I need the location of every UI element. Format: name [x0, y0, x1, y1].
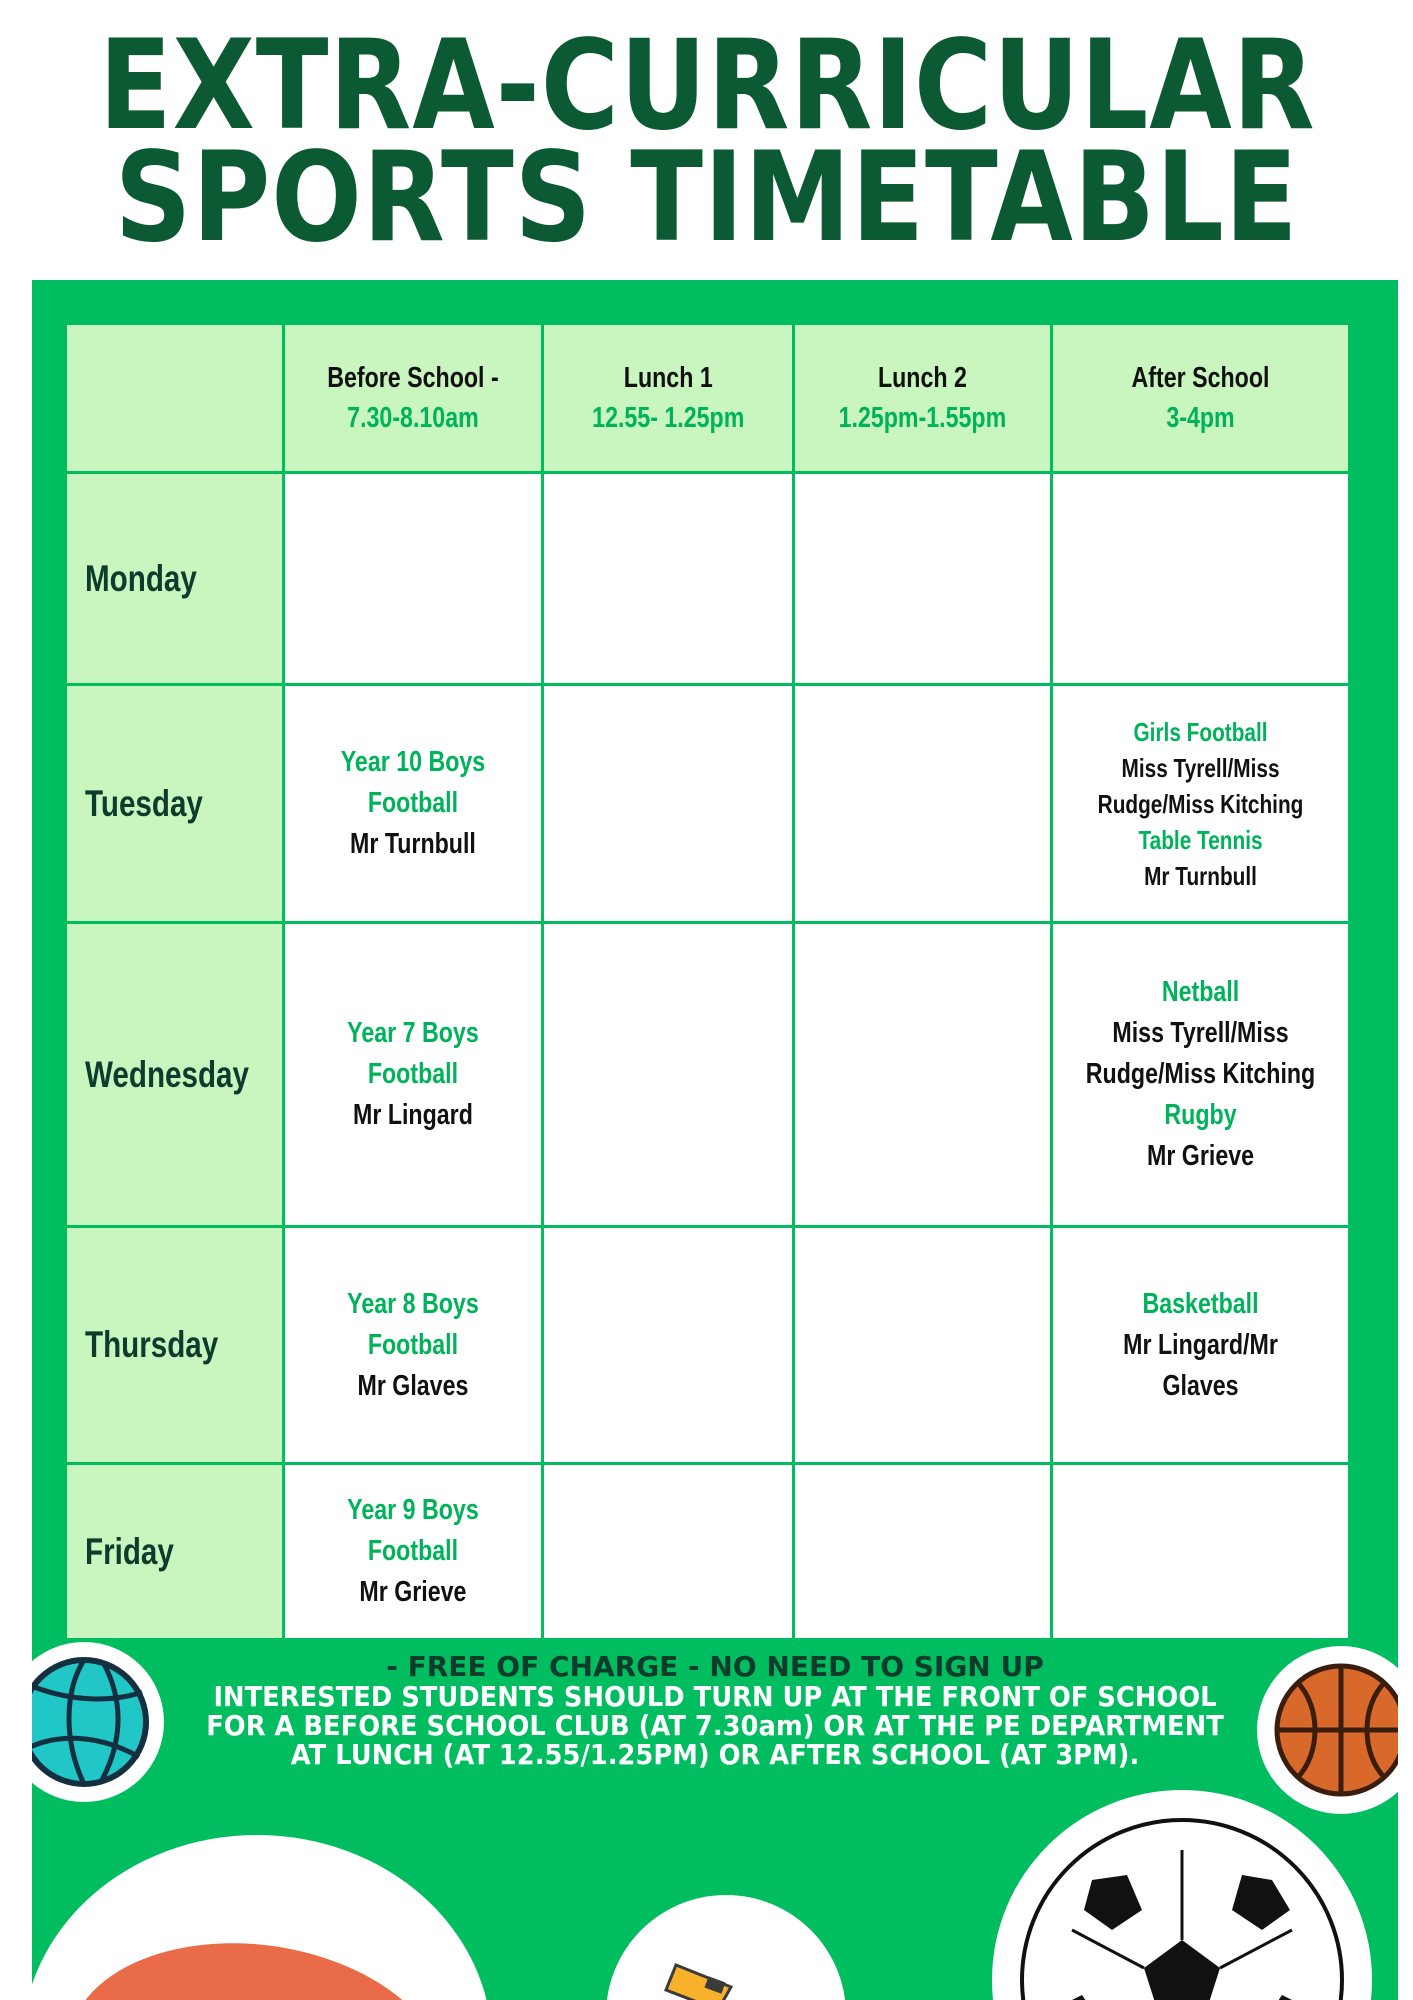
activity-name: Rugby	[1164, 1099, 1237, 1131]
row-friday	[66, 1464, 1350, 1640]
notice-line-1: - FREE OF CHARGE - NO NEED TO SIGN UP	[386, 1650, 1044, 1683]
activity-name: Year 10 Boys	[340, 746, 485, 778]
whistle-icon	[606, 1895, 846, 2000]
column-label: Before School -	[326, 362, 499, 394]
column-label: Lunch 1	[623, 362, 713, 394]
notice-line-4: AT LUNCH (AT 12.55/1.25PM) OR AFTER SCHOOL (AT 3PM).	[290, 1738, 1140, 1771]
column-header-before-school	[283, 324, 542, 473]
notice-line-3: FOR A BEFORE SCHOOL CLUB (AT 7.30am) OR AT THE PE DEPARTMENT	[206, 1709, 1224, 1742]
column-label: After School	[1131, 362, 1270, 394]
activity-name: Football	[367, 1328, 458, 1361]
day-label: Thursday	[66, 1227, 284, 1464]
basketball-icon	[1257, 1646, 1398, 1814]
cell-lunch-1	[542, 473, 794, 685]
row-wednesday	[66, 923, 1350, 1227]
activity-name: Girls Football	[1133, 716, 1268, 747]
cell-lunch-2	[794, 685, 1052, 923]
cell-after-school	[1051, 1227, 1349, 1464]
column-header-lunch-2	[794, 324, 1052, 473]
notice-line-2: INTERESTED STUDENTS SHOULD TURN UP AT THE FRONT OF SCHOOL	[213, 1680, 1217, 1713]
column-time: 12.55- 1.25pm	[591, 402, 744, 434]
cell-before-school	[283, 1227, 542, 1464]
staff-name: Mr Turnbull	[1144, 860, 1257, 891]
row-thursday	[66, 1227, 1350, 1464]
staff-name: Mr Grieve	[359, 1576, 467, 1608]
cell-lunch-1	[542, 1227, 794, 1464]
page-title	[98, 14, 1316, 270]
cell-lunch-2	[794, 1227, 1052, 1464]
title-line-2: SPORTS TIMETABLE	[114, 126, 1299, 270]
staff-name: Rudge/Miss Kitching	[1085, 1058, 1316, 1090]
staff-name: Miss Tyrell/Miss	[1112, 1017, 1289, 1049]
row-monday	[66, 473, 1350, 685]
day-label: Friday	[66, 1464, 284, 1640]
cell-after-school	[1051, 473, 1349, 685]
column-time: 3-4pm	[1166, 402, 1235, 434]
activity-name: Netball	[1161, 976, 1240, 1008]
cell-lunch-2	[794, 473, 1052, 685]
activity-name: Football	[367, 787, 458, 819]
staff-name: Mr Lingard	[352, 1099, 473, 1131]
activity-name: Year 9 Boys	[346, 1494, 479, 1526]
staff-name: Mr Grieve	[1146, 1140, 1254, 1172]
cell-lunch-1	[542, 685, 794, 923]
cell-before-school	[283, 473, 542, 685]
cell-lunch-2	[794, 1464, 1052, 1640]
staff-name: Miss Tyrell/Miss	[1121, 752, 1280, 783]
timetable	[64, 322, 1351, 1641]
column-header-lunch-1	[542, 324, 794, 473]
staff-name: Glaves	[1162, 1369, 1239, 1402]
cell-after-school	[1051, 685, 1349, 923]
title-line-1: EXTRA-CURRICULAR	[98, 14, 1316, 158]
column-time: 7.30-8.10am	[346, 402, 479, 434]
activity-name: Basketball	[1142, 1287, 1259, 1320]
activity-name: Football	[367, 1058, 458, 1090]
row-tuesday	[66, 685, 1350, 923]
corner-cell	[66, 324, 284, 473]
activity-name: Football	[367, 1535, 458, 1567]
header-row	[66, 324, 1350, 473]
column-header-after-school	[1051, 324, 1349, 473]
volleyball-icon	[32, 1642, 164, 1802]
day-label: Monday	[66, 473, 284, 685]
cell-before-school	[283, 1464, 542, 1640]
activity-name: Year 7 Boys	[346, 1017, 479, 1049]
staff-name: Mr Glaves	[357, 1369, 469, 1402]
column-time: 1.25pm-1.55pm	[838, 402, 1007, 434]
notice-text	[32, 1652, 1398, 1769]
day-label: Tuesday	[66, 685, 284, 923]
cell-after-school	[1051, 923, 1349, 1227]
cell-before-school	[283, 685, 542, 923]
activity-name: Table Tennis	[1138, 824, 1263, 855]
staff-name: Mr Turnbull	[349, 828, 476, 860]
cell-before-school	[283, 923, 542, 1227]
cell-lunch-1	[542, 923, 794, 1227]
rugby-ball-icon	[32, 1835, 492, 2000]
cell-lunch-1	[542, 1464, 794, 1640]
cell-lunch-2	[794, 923, 1052, 1227]
staff-name: Rudge/Miss Kitching	[1097, 788, 1304, 819]
cell-after-school	[1051, 1464, 1349, 1640]
column-label: Lunch 2	[878, 362, 967, 394]
timetable-panel	[32, 280, 1398, 2000]
activity-name: Year 8 Boys	[346, 1287, 479, 1320]
staff-name: Mr Lingard/Mr	[1123, 1328, 1278, 1361]
day-label: Wednesday	[66, 923, 284, 1227]
soccer-ball-icon	[992, 1790, 1372, 2000]
